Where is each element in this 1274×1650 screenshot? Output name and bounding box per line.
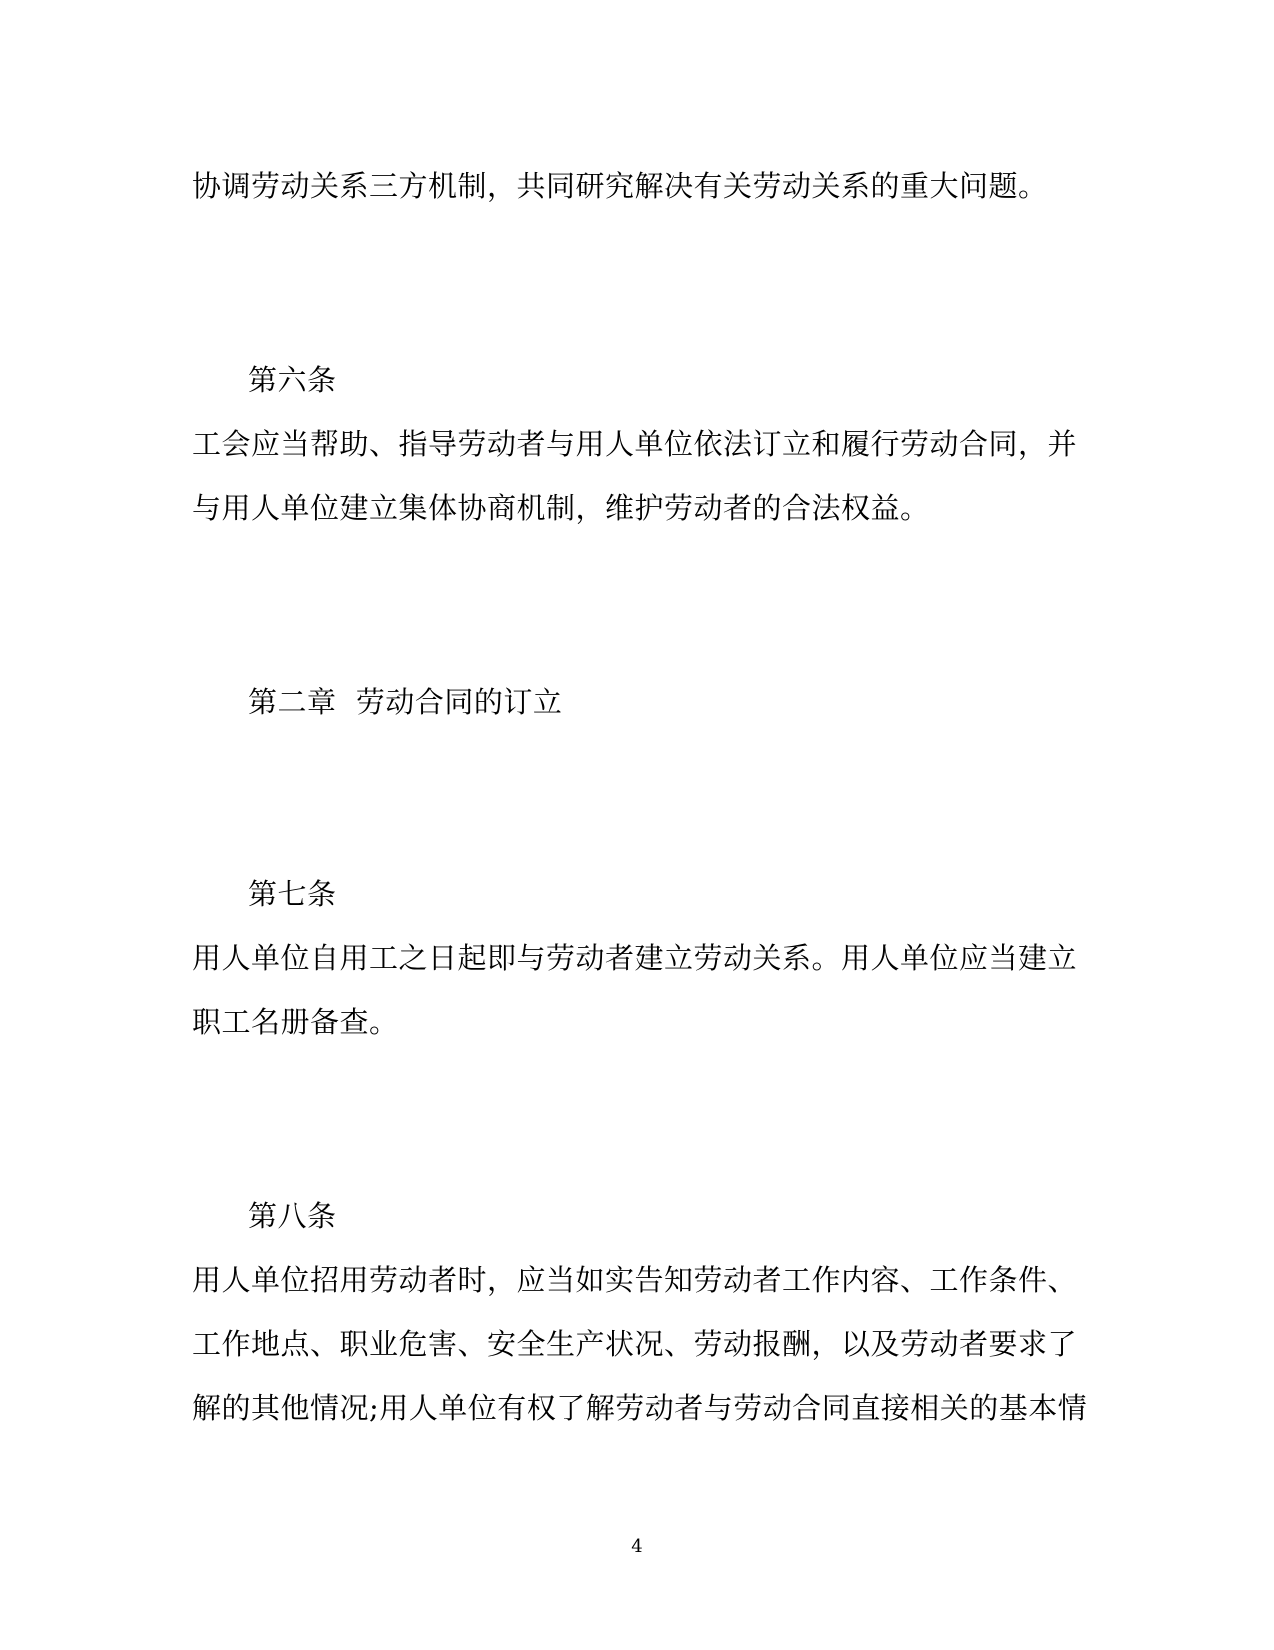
- paragraph-line: 与用人单位建立集体协商机制，维护劳动者的合法权益。: [192, 491, 930, 525]
- chapter-heading: 第二章 劳动合同的订立: [248, 685, 563, 719]
- paragraph-line: 用人单位招用劳动者时，应当如实告知劳动者工作内容、工作条件、: [192, 1263, 1078, 1297]
- paragraph-line: 工会应当帮助、指导劳动者与用人单位依法订立和履行劳动合同，并: [192, 427, 1078, 461]
- article-heading-7: 第七条: [248, 877, 337, 911]
- paragraph-line: 工作地点、职业危害、安全生产状况、劳动报酬，以及劳动者要求了: [192, 1327, 1078, 1361]
- paragraph-line: 协调劳动关系三方机制，共同研究解决有关劳动关系的重大问题。: [192, 169, 1048, 203]
- paragraph-line: 解的其他情况;用人单位有权了解劳动者与劳动合同直接相关的基本情: [192, 1391, 1088, 1425]
- page-number: 4: [631, 1536, 643, 1557]
- article-heading-6: 第六条: [248, 363, 337, 397]
- article-heading-8: 第八条: [248, 1199, 337, 1233]
- paragraph-line: 职工名册备查。: [192, 1005, 399, 1039]
- paragraph-line: 用人单位自用工之日起即与劳动者建立劳动关系。用人单位应当建立: [192, 941, 1078, 975]
